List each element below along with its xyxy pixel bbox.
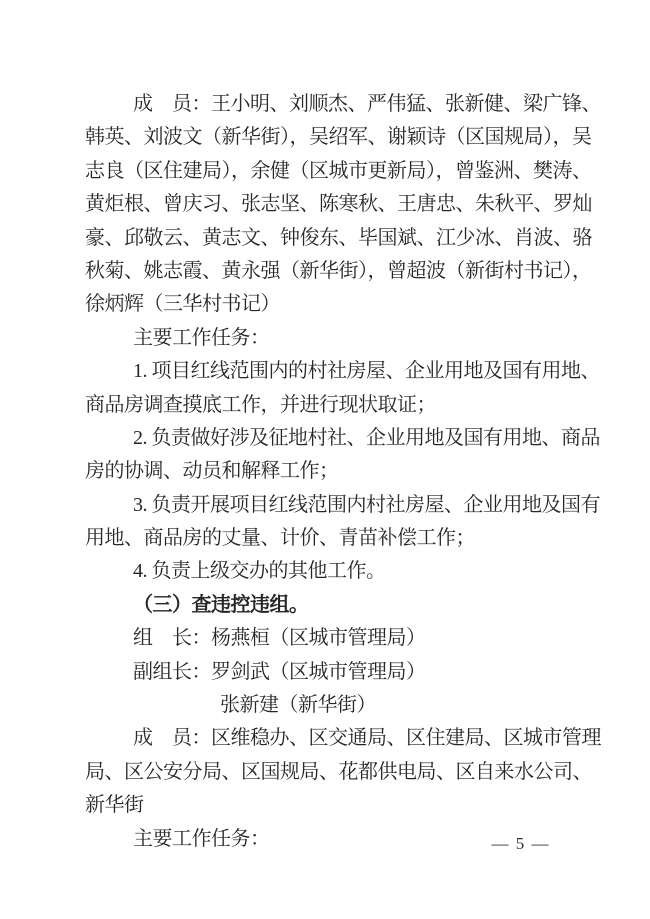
members-line: 新华街 <box>85 794 144 817</box>
task-line: 房的协调、动员和解释工作； <box>85 460 339 483</box>
task-line: 2. 负责做好涉及征地村社、企业用地及国有用地、商品 <box>133 426 600 449</box>
task-line: 3. 负责开展项目红线范围内村社房屋、企业用地及国有 <box>133 493 600 516</box>
document-body <box>85 88 601 856</box>
members-line: 秋菊、姚志霞、黄永强（新华街），曾超波（新街村书记）， <box>85 259 592 282</box>
section-heading: （三）查违控违组。 <box>133 593 309 616</box>
members-line: 成 员：王小明、刘顺杰、严伟猛、张新健、梁广锋、 <box>133 93 601 115</box>
members-line: 徐炳辉（三华村书记） <box>85 293 280 316</box>
leader-line: 组 长：杨燕桓（区城市管理局） <box>133 627 426 650</box>
task-line: 4. 负责上级交办的其他工作。 <box>133 560 386 583</box>
members-line: 黄炬根、曾庆习、张志坚、陈寒秋、王唐忠、朱秋平、罗灿 <box>85 193 592 216</box>
tasks-heading: 主要工作任务： <box>133 827 270 850</box>
members-line: 成 员：区维稳办、区交通局、区住建局、区城市管理 <box>133 727 601 750</box>
members-line: 局、区公安分局、区国规局、花都供电局、区自来水公司、 <box>85 760 592 783</box>
task-line: 用地、商品房的丈量、计价、青苗补偿工作； <box>85 527 475 550</box>
members-line: 志良（区住建局），余健（区城市更新局），曾鉴洲、樊涛、 <box>85 159 592 182</box>
members-line: 豪、邱敬云、黄志文、钟俊东、毕国斌、江少冰、肖波、骆 <box>85 226 592 249</box>
deputy-leader-line: 副组长：罗剑武（区城市管理局） <box>133 660 426 683</box>
task-line: 1. 项目红线范围内的村社房屋、企业用地及国有用地、 <box>133 360 600 383</box>
page-number: — 5 — <box>491 834 550 853</box>
task-line: 商品房调查摸底工作，并进行现状取证； <box>85 393 436 416</box>
members-line: 韩英、刘波文（新华街），吴绍军、谢颖诗（区国规局），吴 <box>85 126 592 149</box>
deputy-leader-line: 张新建（新华街） <box>220 694 376 717</box>
tasks-heading: 主要工作任务： <box>133 326 270 349</box>
